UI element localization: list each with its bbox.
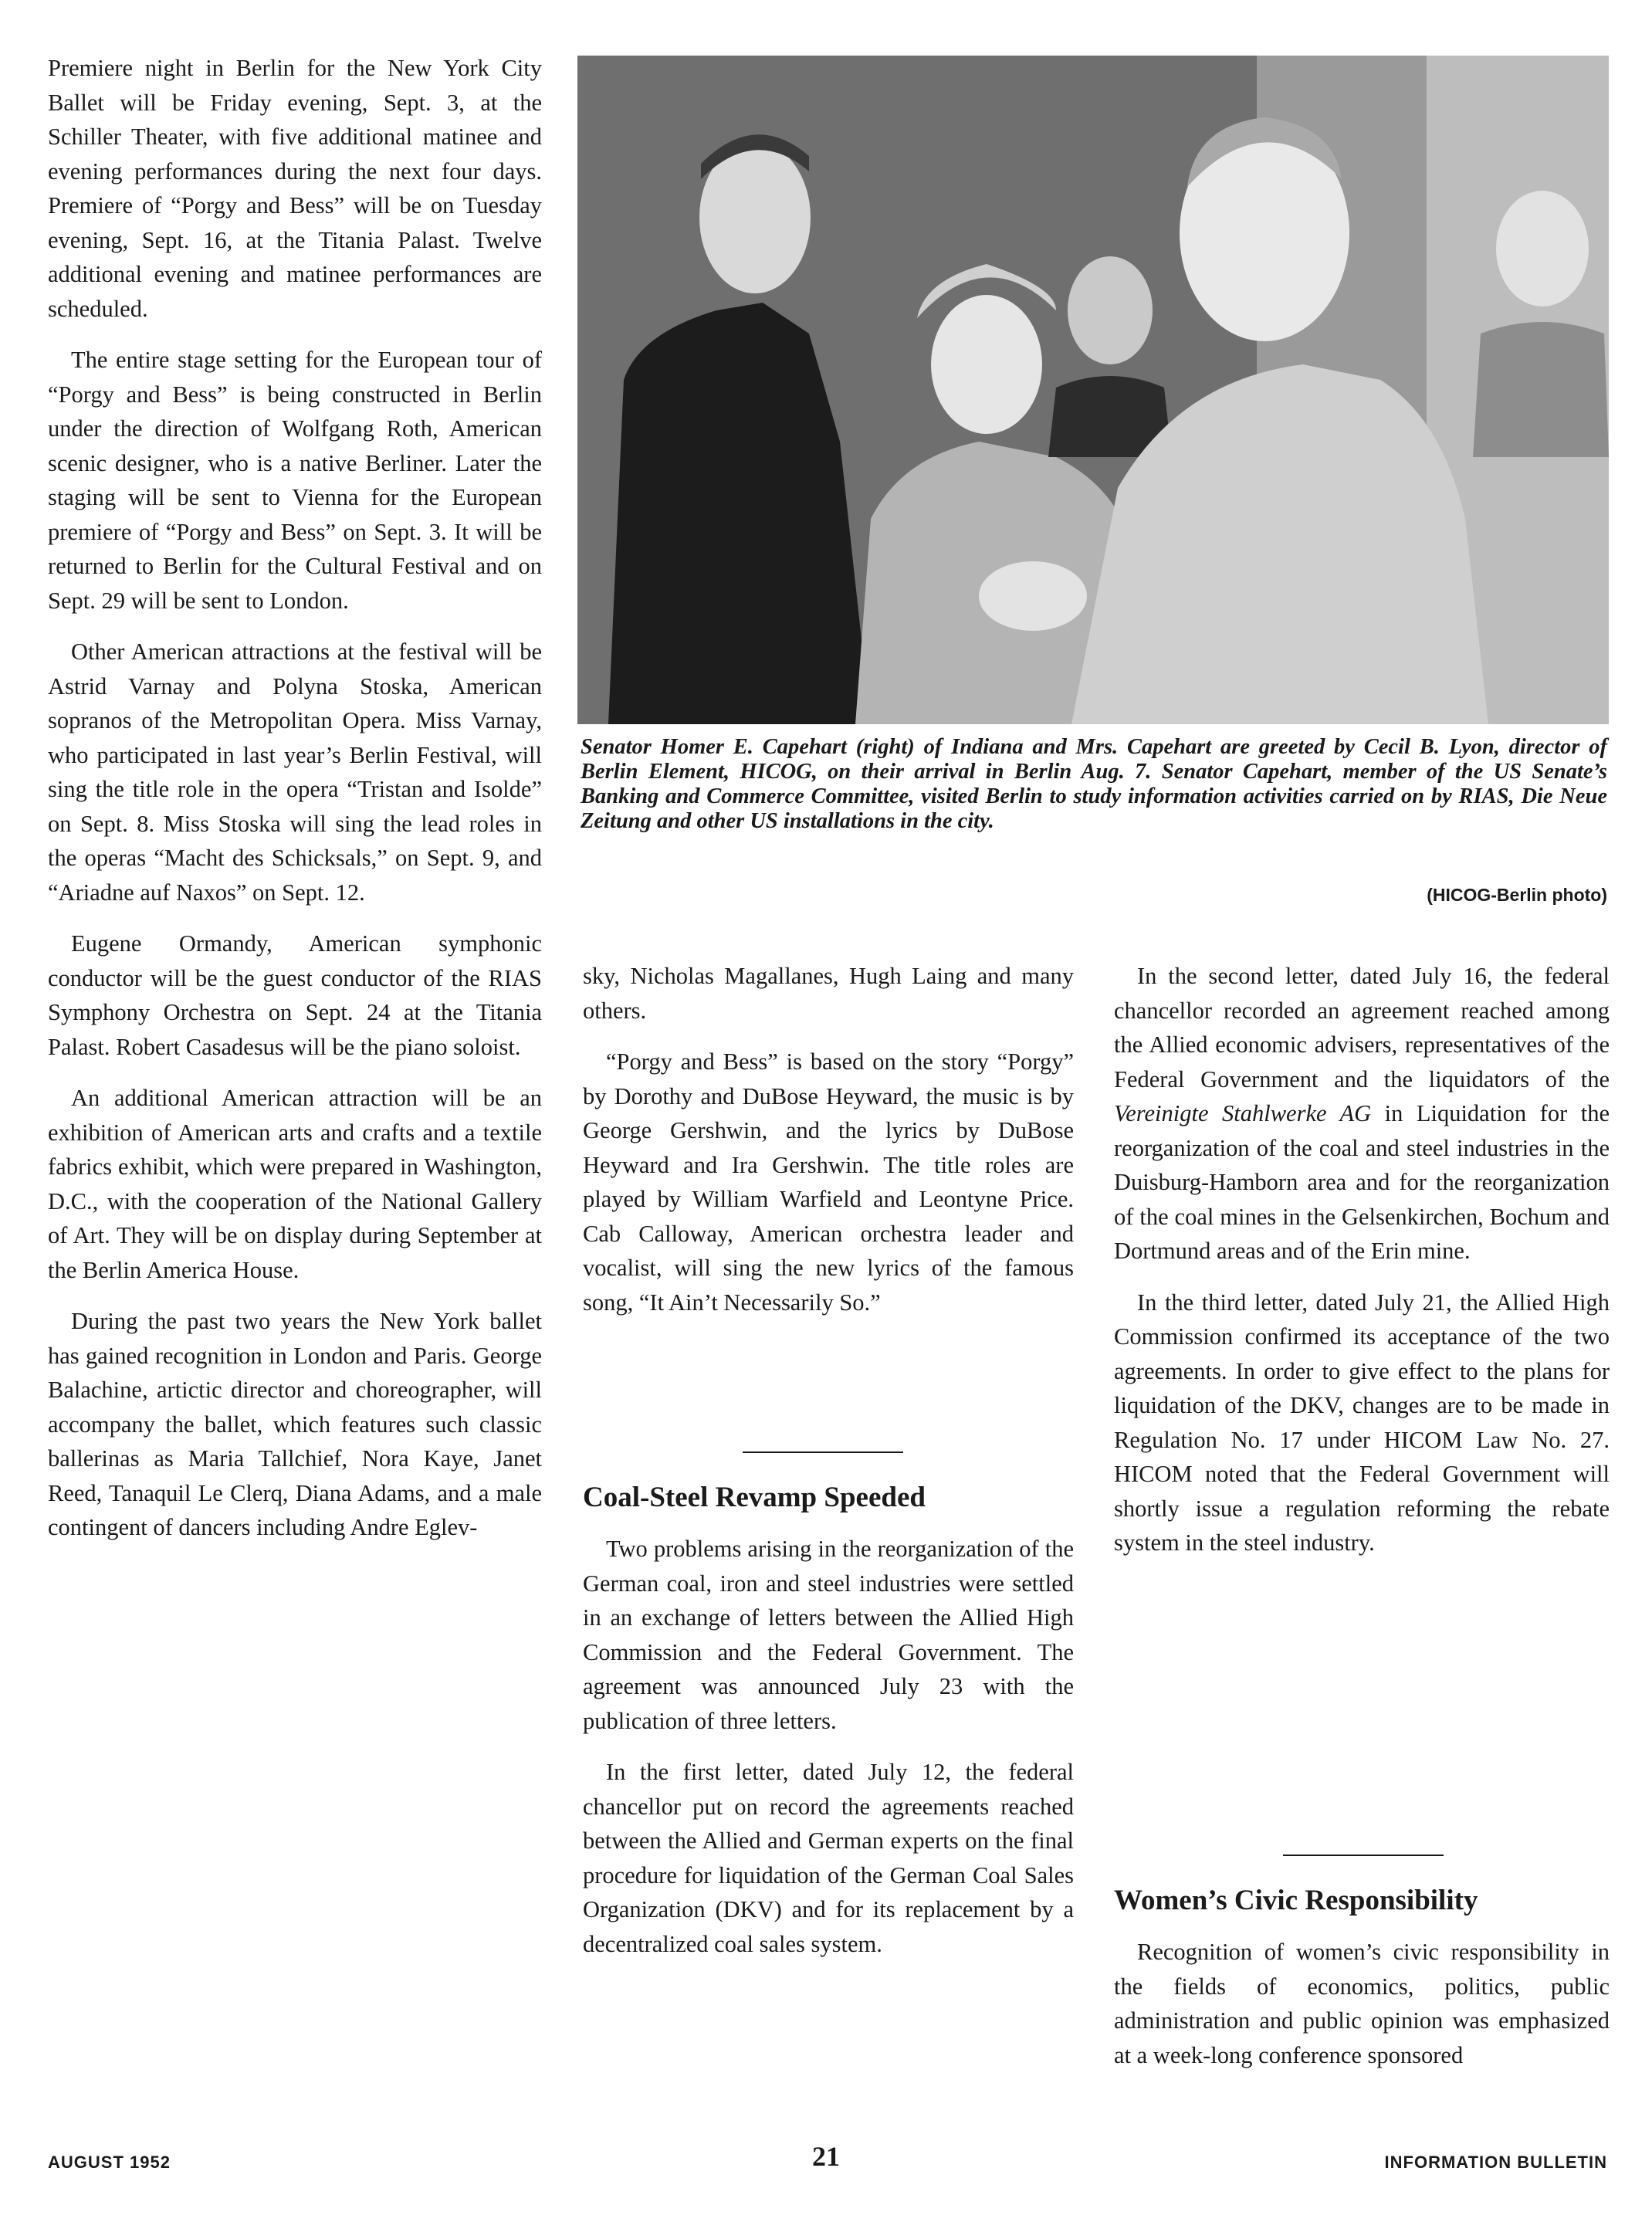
issue-date: AUGUST 1952	[48, 2153, 171, 2172]
publication-name: INFORMATION BULLETIN	[1384, 2153, 1607, 2172]
news-photo	[577, 56, 1609, 724]
paragraph: In the first letter, dated July 12, the federal chancellor put on record the agreements reached between the Allied and German experts on the final procedure for liquidation of the German Coal Sales Organization (DKV) and for its replacement by a decentralized coal sales system.	[583, 1759, 1074, 1957]
paragraph: Eugene Ormandy, American symphonic conductor will be the guest conductor of the RIAS Symphony Orchestra on Sept. 24 at the Titania Palast. Robert Casadesus will be the piano soloist.	[48, 930, 542, 1060]
article-column-middle	[583, 959, 1074, 1336]
photo-illustration	[577, 56, 1609, 724]
paragraph: In the third letter, dated July 21, the Allied High Commission confirmed its acceptance of the two agreements. In order to give effect to the plans for liquidation of the DKV, changes are to be made in Regulation No. 17 under HICOM Law No. 27. HICOM noted that the Federal Government will shortly issue a regulation reforming the rebate system in the steel industry.	[1114, 1289, 1610, 1556]
photo-credit: (HICOG-Berlin photo)	[1427, 885, 1607, 905]
paragraph: Two problems arising in the reorganization of the German coal, iron and steel industries were settled in an exchange of letters between the Allied High Commission and the Federal Government. The agreement was announced July 23 with the publication of three letters.	[583, 1536, 1074, 1734]
section-divider	[743, 1451, 903, 1453]
paragraph: Premiere night in Berlin for the New York City Ballet will be Friday evening, Sept. 3, at the Schiller Theater, with five additional matinee and evening performances during the next four days. Premiere of “Porgy and Bess” will be on Tuesday evening, Sept. 16, at the Titania Palast. Twelve additional evening and matinee performances are scheduled.	[48, 55, 542, 322]
text-run: in Liquidation for the reorganization of the coal and steel industries in the Duisburg-Hamborn area and for the reorganization of the coal mines in the Gelsenkirchen, Bochum and Dortmund areas and of the Erin mine.	[1114, 1100, 1610, 1264]
section-heading: Coal-Steel Revamp Speeded	[583, 1482, 926, 1513]
emphasis: Vereinigte Stahlwerke AG	[1114, 1100, 1372, 1126]
article-column-middle-lower	[583, 1532, 1074, 1978]
article-column-right	[1114, 959, 1610, 1577]
paragraph: During the past two years the New York ballet has gained recognition in London and Paris. George Balachine, artictic director and choreographer, will accompany the ballet, which features such classic ballerinas as Maria Tallchief, Nora Kaye, Janet Reed, Tanaquil Le Clerq, Diana Adams, and a male contingent of dancers including Andre Eglev-	[48, 1308, 542, 1540]
article-column-right-lower	[1114, 1935, 1610, 2089]
section-divider	[1283, 1855, 1444, 1856]
paragraph: sky, Nicholas Magallanes, Hugh Laing and many others.	[583, 963, 1074, 1024]
paragraph: The entire stage setting for the European tour of “Porgy and Bess” is being constructed in Berlin under the direction of Wolfgang Roth, American scenic designer, who is a native Berliner. Later the staging will be sent to Vienna for the European premiere of “Porgy and Bess” on Sept. 3. It will be returned to Berlin for the Cultural Festival and on Sept. 29 will be sent to London.	[48, 347, 542, 614]
paragraph: Other American attractions at the festival will be Astrid Varnay and Polyna Stoska, American sopranos of the Metropolitan Opera. Miss Varnay, who participated in last year’s Berlin Festival, will sing the title role in the opera “Tristan and Isolde” on Sept. 8. Miss Stoska will sing the lead roles in the operas “Macht des Schicksals,” on Sept. 9, and “Ariadne auf Naxos” on Sept. 12.	[48, 639, 542, 906]
paragraph: An additional American attraction will be an exhibition of American arts and crafts and a textile fabrics exhibit, which were prepared in Washington, D.C., with the cooperation of the National Gallery of Art. They will be on display during September at the Berlin America House.	[48, 1085, 542, 1283]
paragraph	[1114, 959, 1610, 1269]
paragraph: “Porgy and Bess” is based on the story “Porgy” by Dorothy and DuBose Heyward, the music is by George Gershwin, and the lyrics by DuBose Heyward and Ira Gershwin. The title roles are played by William Warfield and Leontyne Price. Cab Calloway, American orchestra leader and vocalist, will sing the new lyrics of the famous song, “It Ain’t Necessarily So.”	[583, 1048, 1074, 1316]
paragraph: Recognition of women’s civic responsibility in the fields of economics, politics, public administration and public opinion was emphasized at a week-long conference sponsored	[1114, 1939, 1610, 2068]
text-run: In the second letter, dated July 16, the federal chancellor recorded an agreement reached among the Allied economic advisers, representatives of the Federal Government and the liquidators of the	[1114, 963, 1610, 1092]
section-heading: Women’s Civic Responsibility	[1114, 1885, 1478, 1916]
article-column-left	[48, 51, 542, 1562]
photo-caption: Senator Homer E. Capehart (right) of Indiana and Mrs. Capehart are greeted by Cecil B. Lyon, director of Berlin Element, HICOG, on their arrival in Berlin Aug. 7. Senator Capehart, member of the US Senate’s Banking and Commerce Committee, visited Berlin to study information activities carried on by RIAS, Die Neue Zeitung and other US installations in the city.	[581, 735, 1607, 833]
page-number: 21	[812, 2141, 840, 2172]
